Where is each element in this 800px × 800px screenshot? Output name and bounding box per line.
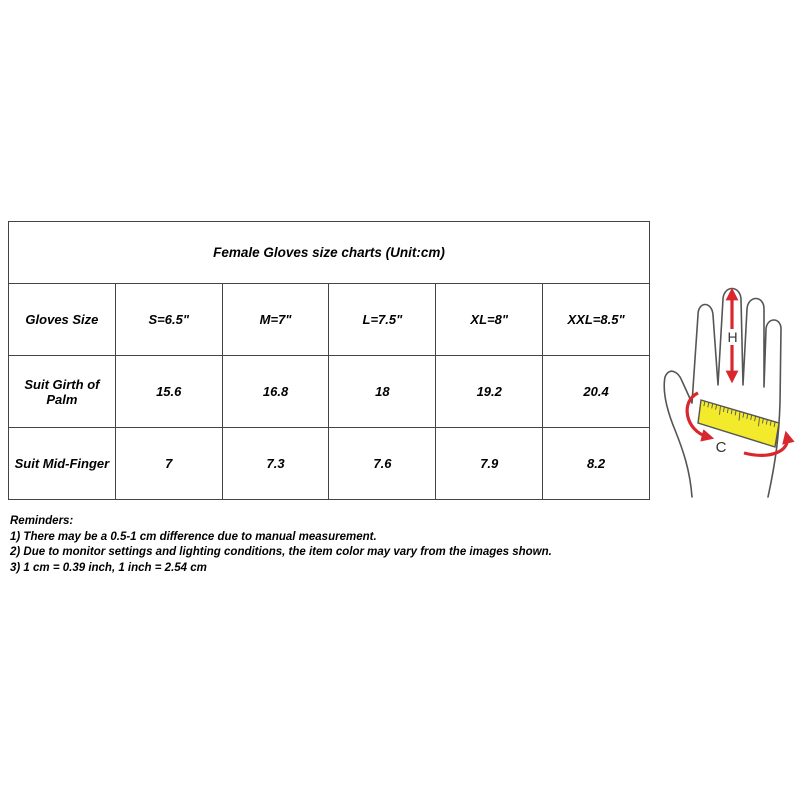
table-cell: 7	[115, 428, 222, 500]
row-label-mid-finger: Suit Mid-Finger	[9, 428, 116, 500]
table-cell: 20.4	[543, 356, 650, 428]
table-row	[9, 356, 650, 428]
hand-outline	[664, 289, 781, 498]
table-cell: 7.3	[222, 428, 329, 500]
row-label-gloves-size: Gloves Size	[9, 284, 116, 356]
size-header: M=7"	[222, 284, 329, 356]
size-chart-table	[8, 221, 650, 500]
table-header-row	[9, 284, 650, 356]
row-label-palm-girth: Suit Girth of Palm	[9, 356, 116, 428]
table-cell: 16.8	[222, 356, 329, 428]
table-cell: 7.6	[329, 428, 436, 500]
circumference-label: C	[715, 439, 727, 456]
reminders-heading: Reminders:	[10, 515, 74, 527]
table-cell: 15.6	[115, 356, 222, 428]
hand-measurement-diagram	[660, 285, 795, 500]
table-title-row	[9, 222, 650, 284]
measuring-tape-icon	[698, 400, 779, 447]
table-cell: 7.9	[436, 428, 543, 500]
size-header: L=7.5"	[329, 284, 436, 356]
size-header: S=6.5"	[115, 284, 222, 356]
size-header: XXL=8.5"	[543, 284, 650, 356]
size-header: XL=8"	[436, 284, 543, 356]
reminder-item: 1) There may be a 0.5-1 cm difference due to manual measurement.	[10, 530, 377, 543]
table-row	[9, 428, 650, 500]
height-label: H	[727, 329, 738, 345]
reminders-section	[10, 514, 650, 576]
table-title: Female Gloves size charts (Unit:cm)	[9, 222, 650, 284]
reminder-item: 2) Due to monitor settings and lighting conditions, the item color may vary from the images shown.	[10, 546, 552, 558]
table-cell: 18	[329, 356, 436, 428]
table-cell: 8.2	[543, 428, 650, 500]
table-cell: 19.2	[436, 356, 543, 428]
reminder-item: 3) 1 cm = 0.39 inch, 1 inch = 2.54 cm	[10, 561, 207, 574]
